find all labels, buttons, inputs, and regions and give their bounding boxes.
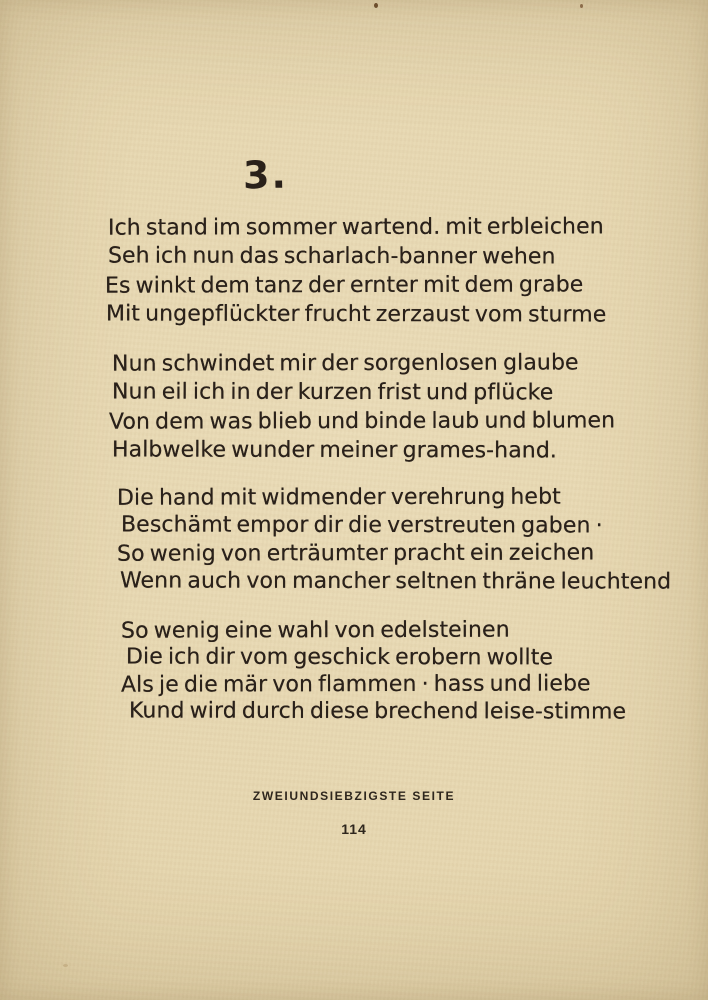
poem-line: So wenig eine wahl von edelsteinen — [120, 617, 510, 644]
poem-line: Als je die mär von flammen · hass und liebe — [120, 671, 591, 698]
poem-line: Nun eil ich in der kurzen frist und pflücke — [111, 379, 554, 406]
poem-number-heading: 3. — [242, 152, 289, 198]
page-number: 114 — [341, 821, 367, 837]
poem-line: So wenig von erträumter pracht ein zeichen — [116, 540, 595, 567]
stanza-2 — [108, 349, 616, 465]
poem-line: Mit ungepflückter frucht zerzaust vom sturme — [105, 301, 607, 328]
poem-line: Kund wird durch diese brechend leise-stimme — [128, 698, 627, 725]
stanza-1 — [104, 213, 607, 329]
paper-speck — [374, 3, 378, 8]
poem-line: Beschämt empor dir die verstreuten gaben · — [120, 512, 603, 539]
poem-line: Wenn auch von mancher seltnen thräne leuchtend — [119, 568, 672, 595]
poem-line: Von dem was blieb und binde laub und blumen — [108, 408, 616, 435]
poem-line: Seh ich nun das scharlach-banner wehen — [107, 243, 556, 270]
poem-line: Die hand mit widmender verehrung hebt — [116, 484, 561, 511]
poem-line: Die ich dir vom geschick erobern wollte — [125, 644, 554, 671]
poem-line: Es winkt dem tanz der ernter mit dem grabe — [104, 272, 584, 299]
folio-caption: ZWEIUNDSIEBZIGSTE SEITE — [252, 789, 456, 803]
poem-line: Halbwelke wunder meiner grames-hand. — [111, 437, 558, 464]
paper-speck — [63, 964, 68, 967]
stanza-4 — [121, 617, 626, 725]
stanza-3 — [117, 484, 671, 596]
paper-speck — [580, 4, 583, 8]
poem-line: Nun schwindet mir der sorgenlosen glaube — [111, 350, 579, 377]
poem-line: Ich stand im sommer wartend. mit erbleichen — [107, 214, 604, 241]
